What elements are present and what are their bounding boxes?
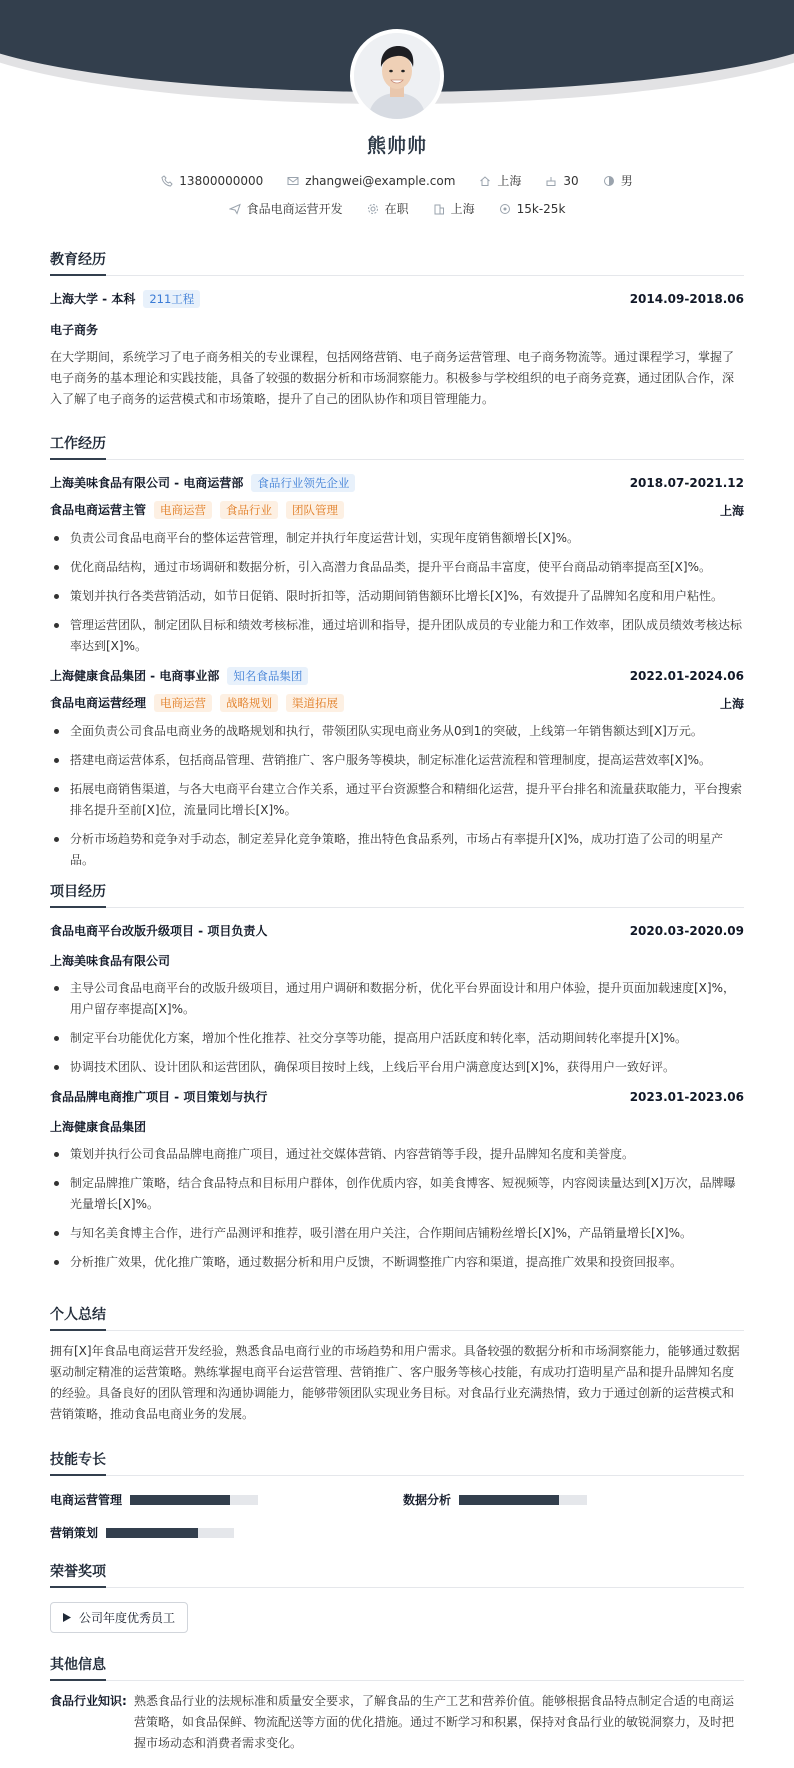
company-name: 上海健康食品集团 - 电商事业部 <box>50 669 220 683</box>
play-icon <box>63 1613 71 1622</box>
building-icon <box>433 203 445 215</box>
education-description: 在大学期间，系统学习了电子商务相关的专业课程，包括网络营销、电子商务运营管理、电子商务物流等。通过课程学习，掌握了电子商务的基本理论和实践技能，具备了较强的数据分析和市场洞察能力。积极参与学校组织的电子商务竞赛，通过团队合作，深入了解了电子商务的运营模式和市场策略，提升了自己的团队协作和项目管理能力。 <box>50 350 735 406</box>
work-date: 2018.07-2021.12 <box>629 476 744 490</box>
list-item: 协调技术团队、设计团队和运营团队，确保项目按时上线，上线后平台用户满意度达到[X]%，获得用户一致好评。 <box>50 1057 744 1078</box>
projects-section <box>50 881 744 1281</box>
list-item: 全面负责公司食品电商业务的战略规划和执行，带领团队实现电商业务从0到1的突破，上线第一年销售额达到[X]万元。 <box>50 721 744 742</box>
email-text: zhangwei@example.com <box>305 173 456 188</box>
project-date: 2023.01-2023.06 <box>629 1089 744 1104</box>
salary-item <box>499 202 566 216</box>
skill-bar-fill <box>459 1495 559 1505</box>
work-1-header <box>50 474 744 492</box>
salary-text: 15k-25k <box>516 201 566 216</box>
other-label: 食品行业知识: <box>50 1694 127 1708</box>
list-item: 主导公司食品电商平台的改版升级项目，通过用户调研和数据分析，优化平台界面设计和用户体验，提升页面加载速度[X]%，用户留存率提高[X]%。 <box>50 978 744 1020</box>
project-org: 上海健康食品集团 <box>50 1120 147 1134</box>
list-item: 负责公司食品电商平台的整体运营管理，制定并执行年度运营计划，实现年度销售额增长[X]%。 <box>50 528 744 549</box>
money-icon <box>499 203 511 215</box>
summary-title: 个人总结 <box>50 1304 744 1331</box>
project-2-header <box>50 1088 744 1105</box>
project-1-org-row <box>50 952 744 969</box>
company-block <box>50 667 308 685</box>
list-item: 策划并执行公司食品品牌电商推广项目，通过社交媒体营销、内容营销等手段，提升品牌知名度和美誉度。 <box>50 1144 744 1165</box>
location-text: 上海 <box>497 174 522 188</box>
gender-icon <box>603 175 615 187</box>
age-text: 30 <box>563 173 579 188</box>
project-1-header <box>50 922 744 939</box>
gender-text: 男 <box>620 174 633 188</box>
school-name: 上海大学 - 本科 <box>50 292 136 306</box>
status-text: 在职 <box>384 202 409 216</box>
city-item <box>433 200 475 217</box>
project-name: 食品品牌电商推广项目 - 项目策划与执行 <box>50 1090 268 1104</box>
role-name: 食品电商运营主管 <box>50 503 147 517</box>
project-1-bullets <box>50 978 744 1078</box>
skill-bar <box>130 1495 258 1505</box>
work-2-bullets <box>50 721 744 871</box>
honor-badge <box>50 1602 188 1633</box>
role-block <box>50 694 344 712</box>
list-item: 搭建电商运营体系，包括商品管理、营销推广、客户服务等模块，制定标准化运营流程和管理制度，提高运营效率[X]%。 <box>50 750 744 771</box>
list-item: 分析推广效果，优化推广策略，通过数据分析和用户反馈，不断调整推广内容和渠道，提高推广效果和投资回报率。 <box>50 1252 744 1273</box>
company-name: 上海美味食品有限公司 - 电商运营部 <box>50 476 244 490</box>
work-2-header <box>50 667 744 685</box>
skill-item <box>50 1524 234 1541</box>
status-item <box>367 200 409 217</box>
job-title-text: 食品电商运营开发 <box>246 202 343 216</box>
list-item: 策划并执行各类营销活动，如节日促销、限时折扣等，活动期间销售额环比增长[X]%，有效提升了品牌知名度和用户粘性。 <box>50 586 744 607</box>
work-location: 上海 <box>719 696 744 711</box>
education-header <box>50 290 744 308</box>
project-org: 上海美味食品有限公司 <box>50 954 171 968</box>
phone-item <box>161 174 263 188</box>
project-name: 食品电商平台改版升级项目 - 项目负责人 <box>50 924 268 938</box>
skill-bar-fill <box>106 1528 198 1538</box>
other-section <box>50 1654 744 1754</box>
honors-section <box>50 1561 744 1633</box>
mail-icon <box>287 175 299 187</box>
list-item: 与知名美食博主合作，进行产品测评和推荐，吸引潜在用户关注，合作期间店铺粉丝增长[X]%，产品销量增长[X]%。 <box>50 1223 744 1244</box>
list-item: 制定平台功能优化方案，增加个性化推荐、社交分享等功能，提高用户活跃度和转化率，活动期间转化率提升[X]%。 <box>50 1028 744 1049</box>
skill-name: 电商运营管理 <box>50 1493 123 1507</box>
company-block <box>50 474 355 492</box>
role-tag: 渠道拓展 <box>286 694 344 712</box>
role-tag: 团队管理 <box>286 501 344 519</box>
major-name: 电子商务 <box>50 323 99 337</box>
major-row <box>50 321 744 338</box>
skill-bar <box>459 1495 587 1505</box>
honors-title: 荣誉奖项 <box>50 1561 744 1588</box>
list-item: 分析市场趋势和竞争对手动态，制定差异化竞争策略，推出特色食品系列，市场占有率提升[X]%，成功打造了公司的明星产品。 <box>50 829 744 871</box>
skill-item <box>50 1491 258 1508</box>
work-location: 上海 <box>719 503 744 518</box>
project-2-bullets <box>50 1144 744 1273</box>
gear-icon <box>367 203 379 215</box>
education-section <box>50 249 744 410</box>
skill-name: 营销策划 <box>50 1526 99 1540</box>
skills-section <box>50 1449 744 1476</box>
other-title: 其他信息 <box>50 1654 744 1681</box>
job-info-row <box>0 200 794 217</box>
email-item <box>287 174 455 188</box>
honor-text: 公司年度优秀员工 <box>79 1611 176 1625</box>
role-tag: 战略规划 <box>220 694 278 712</box>
other-row <box>50 1691 744 1754</box>
projects-title: 项目经历 <box>50 881 744 908</box>
list-item: 优化商品结构，通过市场调研和数据分析，引入高潜力食品品类，提升平台商品丰富度，使平台商品动销率提高至[X]%。 <box>50 557 744 578</box>
company-tag: 知名食品集团 <box>227 667 308 685</box>
work-title: 工作经历 <box>50 433 744 460</box>
summary-text: 拥有[X]年食品电商运营开发经验，熟悉食品电商行业的市场趋势和用户需求。具备较强的数据分析和市场洞察能力，能够通过数据驱动制定精准的运营策略。熟练掌握电商平台运营管理、营销推广、客户服务等核心技能，有成功打造明星产品和提升品牌知名度的经验。具备良好的团队管理和沟通协调能力，能够带领团队实现业务目标。对食品行业充满热情，致力于通过创新的运营模式和营销策略，推动食品电商业务的发展。 <box>50 1344 740 1421</box>
contact-info-row <box>0 172 794 189</box>
age-item <box>545 174 578 188</box>
send-icon <box>229 203 241 215</box>
work-2-role-row <box>50 694 744 712</box>
avatar <box>350 29 444 123</box>
role-block <box>50 501 344 519</box>
role-tag: 电商运营 <box>154 501 212 519</box>
city-text: 上海 <box>450 202 475 216</box>
phone-text: 13800000000 <box>179 173 264 188</box>
location-item <box>479 172 521 189</box>
list-item: 管理运营团队，制定团队目标和绩效考核标准，通过培训和指导，提升团队成员的专业能力和工作效率，团队成员绩效考核达标率达到[X]%。 <box>50 615 744 657</box>
work-date: 2022.01-2024.06 <box>629 669 744 683</box>
project-2-org-row <box>50 1118 744 1135</box>
skills-title: 技能专长 <box>50 1449 744 1476</box>
project-date: 2020.03-2020.09 <box>629 923 744 938</box>
candidate-name: 熊帅帅 <box>366 135 427 157</box>
list-item: 拓展电商销售渠道，与各大电商平台建立合作关系，通过平台资源整合和精细化运营，提升平台排名和流量获取能力，平台搜索排名提升至前[X]位，流量同比增长[X]%。 <box>50 779 744 821</box>
list-item: 制定品牌推广策略，结合食品特点和目标用户群体，创作优质内容，如美食博客、短视频等，内容阅读量达到[X]万次，品牌曝光量增长[X]%。 <box>50 1173 744 1215</box>
role-name: 食品电商运营经理 <box>50 696 147 710</box>
summary-section <box>50 1304 744 1425</box>
school-tag: 211工程 <box>143 290 200 308</box>
skill-bar <box>106 1528 234 1538</box>
school-block <box>50 290 200 308</box>
cake-icon <box>545 175 557 187</box>
gender-item <box>603 172 633 189</box>
skill-item <box>403 1491 587 1508</box>
work-1-bullets <box>50 528 744 657</box>
skill-bar-fill <box>130 1495 230 1505</box>
role-tag: 食品行业 <box>220 501 278 519</box>
phone-icon <box>161 175 173 187</box>
home-icon <box>479 175 491 187</box>
role-tag: 电商运营 <box>154 694 212 712</box>
education-date: 2014.09-2018.06 <box>629 292 744 306</box>
other-text: 熟悉食品行业的法规标准和质量安全要求，了解食品的生产工艺和营养价值。能够根据食品特点制定合适的电商运营策略，如食品保鲜、物流配送等方面的优化措施。通过不断学习和积累，保持对食品行业的敏锐洞察力，及时把握市场动态和消费者需求变化。 <box>134 1694 735 1750</box>
job-title-item <box>229 200 343 217</box>
work-1-role-row <box>50 501 744 519</box>
company-tag: 食品行业领先企业 <box>251 474 355 492</box>
education-title: 教育经历 <box>50 249 744 276</box>
skill-name: 数据分析 <box>403 1493 452 1507</box>
work-section <box>50 433 744 879</box>
